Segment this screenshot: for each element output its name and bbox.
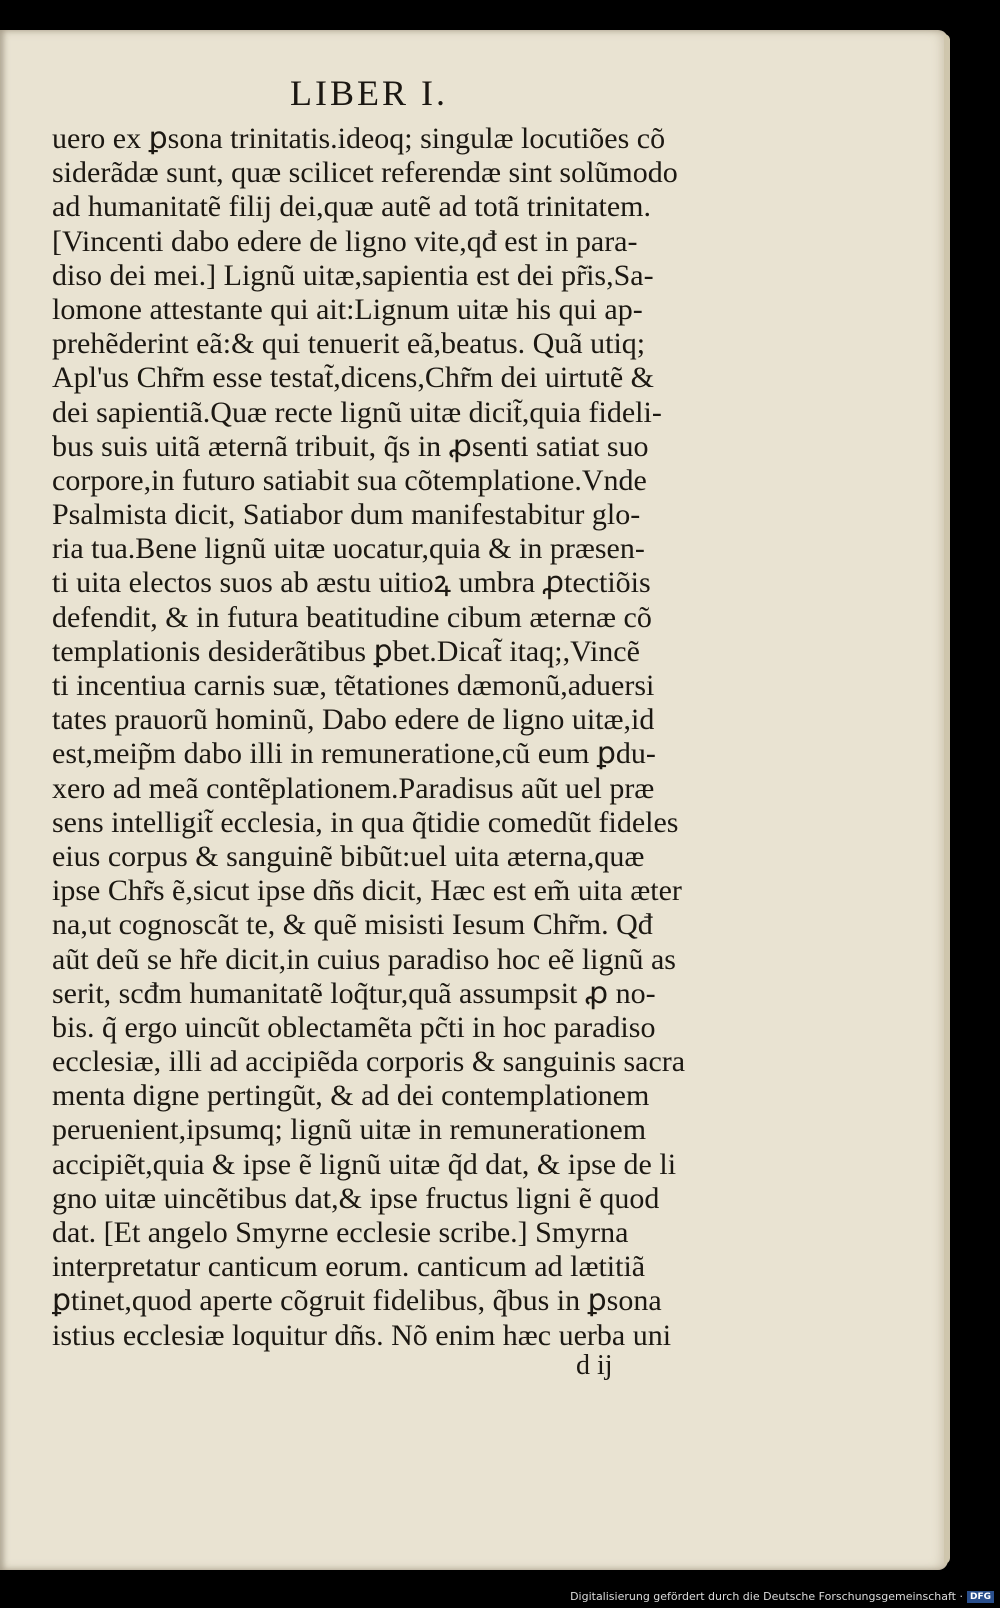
text-line: serit, scđm humanitatẽ loq̃tur,quã assumpsit ꝓ no- bbox=[52, 976, 656, 1010]
text-line: istius ecclesiæ loquitur dñs. Nõ enim hæc uerba uni bbox=[52, 1318, 672, 1352]
text-line: accipiẽt,quia & ipse ẽ lignũ uitæ q̃d dat, & ipse de li bbox=[52, 1147, 677, 1181]
digitization-footer bbox=[570, 1590, 994, 1603]
text-line: ria tua.Bene lignũ uitæ uocatur,quia & in præsen- bbox=[52, 532, 645, 566]
text-block bbox=[52, 122, 794, 1353]
text-line: Psalmista dicit, Satiabor dum manifestabitur glo- bbox=[52, 498, 641, 532]
text-line: uero ex ꝑsona trinitatis.ideoq; singulæ locutiões cõ bbox=[52, 122, 666, 155]
text-line: templationis desiderãtibus ꝑbet.Dicat̃ itaq;,Vincẽ bbox=[52, 634, 640, 668]
page-edge bbox=[944, 34, 950, 1564]
footer-text: Digitalisierung gefördert durch die Deutsche Forschungsgemeinschaft · bbox=[570, 1590, 963, 1603]
text-line: xero ad meã contẽplationem.Paradisus aũt uel præ bbox=[52, 771, 655, 805]
text-line: sens intelligit̃ ecclesia, in qua q̃tidie comedũt fideles bbox=[52, 805, 679, 839]
text-line: bus suis uitã æternã tribuit, q̃s in ꝓsenti satiat suo bbox=[52, 429, 649, 463]
text-line: eius corpus & sanguinẽ bibũt:uel uita æterna,quæ bbox=[52, 839, 645, 873]
signature-mark: d ij bbox=[576, 1350, 613, 1381]
text-line: ad humanitatẽ filij dei,quæ autẽ ad totã trinitatem. bbox=[52, 190, 651, 224]
text-line: [Vincenti dabo edere de ligno vite,qđ est in para- bbox=[52, 224, 638, 258]
text-line: diso dei mei.] Lignũ uitæ,sapientia est dei pr̃is,Sa- bbox=[52, 258, 654, 292]
text-line: ipse Chr̃s ẽ,sicut ipse dñs dicit, Hæc est em̃ uita æter bbox=[52, 874, 682, 908]
text-line: siderãdæ sunt, quæ scilicet referendæ sint solũmodo bbox=[52, 156, 678, 190]
text-line: Apl'us Chr̃m esse testat̃,dicens,Chr̃m dei uirtutẽ & bbox=[52, 361, 654, 395]
text-line: ti incentiua carnis suæ, tẽtationes dæmonũ,aduersi bbox=[52, 669, 655, 702]
text-line: ꝑtinet,quod aperte cõgruit fidelibus, q̃bus in ꝑsona bbox=[52, 1284, 662, 1318]
text-line: menta digne pertingũt, & ad dei contemplationem bbox=[52, 1079, 650, 1113]
text-line: ecclesiæ, illi ad accipiẽda corporis & sanguinis sacra bbox=[52, 1045, 686, 1079]
text-line: dei sapientiã.Quæ recte lignũ uitæ dicit̃,quia fideli- bbox=[52, 395, 662, 429]
text-line: ti uita electos suos ab æstu uitioꝝ umbra ꝓtectiõis bbox=[52, 566, 651, 600]
text-line: interpretatur canticum eorum. canticum ad lætitiã bbox=[52, 1250, 646, 1284]
text-line: defendit, & in futura beatitudine cibum æternæ cõ bbox=[52, 600, 652, 634]
text-line: gno uitæ uincẽtibus dat,& ipse fructus ligni ẽ quod bbox=[52, 1181, 660, 1215]
text-line: tates prauorũ hominũ, Dabo edere de ligno uitæ,id bbox=[52, 703, 655, 737]
text-line: corpore,in futuro satiabit sua cõtemplatione.Vnde bbox=[52, 463, 647, 497]
text-line: est,meip̃m dabo illi in remuneratione,cũ eum ꝑdu- bbox=[52, 737, 656, 771]
text-line: dat. [Et angelo Smyrne ecclesie scribe.] Smyrna bbox=[52, 1216, 629, 1249]
text-line: na,ut cognoscãt te, & quẽ misisti Iesum Chr̃m. Qđ bbox=[52, 908, 653, 942]
text-line: aũt deũ se hr̃e dicit,in cuius paradiso hoc eẽ lignũ as bbox=[52, 942, 676, 976]
running-head: LIBER I. bbox=[290, 73, 448, 113]
text-line: bis. q̃ ergo uincũt oblectamẽta pc̃ti in hoc paradiso bbox=[52, 1010, 656, 1044]
text-line: peruenient,ipsumq; lignũ uitæ in remunerationem bbox=[52, 1113, 647, 1147]
text-line: lomone attestante qui ait:Lignum uitæ his qui ap- bbox=[52, 292, 643, 326]
dfg-logo: DFG bbox=[967, 1591, 994, 1603]
text-line: prehẽderint eã:& qui tenuerit eã,beatus. Quã utiq; bbox=[52, 327, 646, 361]
